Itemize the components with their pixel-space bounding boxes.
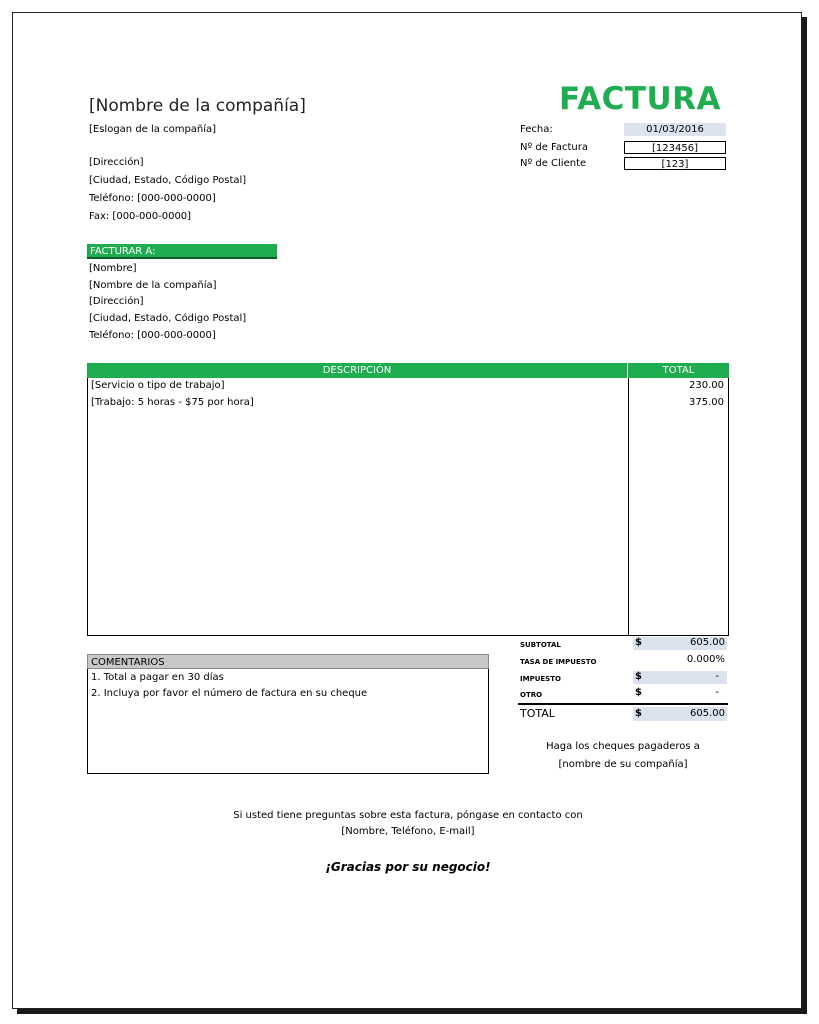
company-city: [Ciudad, Estado, Código Postal] (89, 175, 247, 186)
comments-box (87, 669, 489, 774)
invoice-title: FACTURA (558, 81, 721, 117)
bill-to-company: [Nombre de la compañía] (89, 280, 217, 291)
company-fax: Fax: [000-000-0000] (89, 211, 192, 222)
date-label: Fecha: (520, 124, 553, 135)
bill-to-address: [Dirección] (89, 296, 144, 307)
total-currency: $ (635, 708, 642, 719)
other-value: - (715, 687, 719, 698)
total-rule (518, 703, 728, 705)
tax-currency: $ (635, 671, 642, 682)
description-column-header: DESCRIPCIÓN (87, 363, 627, 378)
bill-to-header: FACTURAR A: (87, 244, 277, 259)
column-divider (628, 378, 629, 635)
subtotal-value: 605.00 (690, 637, 725, 648)
total-column-header: TOTAL (628, 363, 729, 378)
item-description: [Trabajo: 5 horas - $75 por hora] (91, 397, 254, 408)
other-currency: $ (635, 687, 642, 698)
bill-to-phone: Teléfono: [000-000-0000] (89, 330, 216, 341)
comment-line: 2. Incluya por favor el número de factura en su cheque (91, 688, 368, 699)
comments-header: COMENTARIOS (87, 654, 489, 669)
company-address: [Dirección] (89, 157, 144, 168)
total-label: TOTAL (520, 707, 555, 720)
thank-you-message: ¡Gracias por su negocio! (325, 860, 491, 874)
tax-rate-value: 0.000% (686, 654, 725, 665)
client-number-label: Nº de Cliente (520, 158, 587, 169)
comment-line: 1. Total a pagar en 30 días (91, 672, 224, 683)
tax-label: IMPUESTO (520, 675, 561, 683)
invoice-page (12, 12, 802, 1009)
contact-line1: Si usted tiene preguntas sobre esta factura, póngase en contacto con (233, 810, 583, 821)
tax-value: - (715, 671, 719, 682)
date-value: 01/03/2016 (624, 123, 726, 136)
total-value: 605.00 (690, 708, 725, 719)
contact-line2: [Nombre, Teléfono, E-mail] (341, 826, 475, 837)
other-label: OTRO (520, 691, 543, 699)
invoice-number-label: Nº de Factura (520, 142, 589, 153)
invoice-number-value: [123456] (624, 141, 726, 154)
company-slogan: [Eslogan de la compañía] (89, 124, 217, 135)
item-total: 375.00 (689, 397, 724, 408)
tax-rate-label: TASA DE IMPUESTO (520, 658, 597, 666)
bill-to-city: [Ciudad, Estado, Código Postal] (89, 313, 247, 324)
items-table (87, 378, 729, 636)
bill-to-name: [Nombre] (89, 263, 137, 274)
payable-line1: Haga los cheques pagaderos a (546, 741, 700, 752)
company-name: [Nombre de la compañía] (89, 96, 306, 116)
payable-line2: [nombre de su compañía] (558, 759, 688, 770)
subtotal-label: SUBTOTAL (520, 641, 561, 649)
item-description: [Servicio o tipo de trabajo] (91, 380, 225, 391)
client-number-value: [123] (624, 157, 726, 170)
company-phone: Teléfono: [000-000-0000] (89, 193, 216, 204)
item-total: 230.00 (689, 380, 724, 391)
subtotal-currency: $ (635, 637, 642, 648)
